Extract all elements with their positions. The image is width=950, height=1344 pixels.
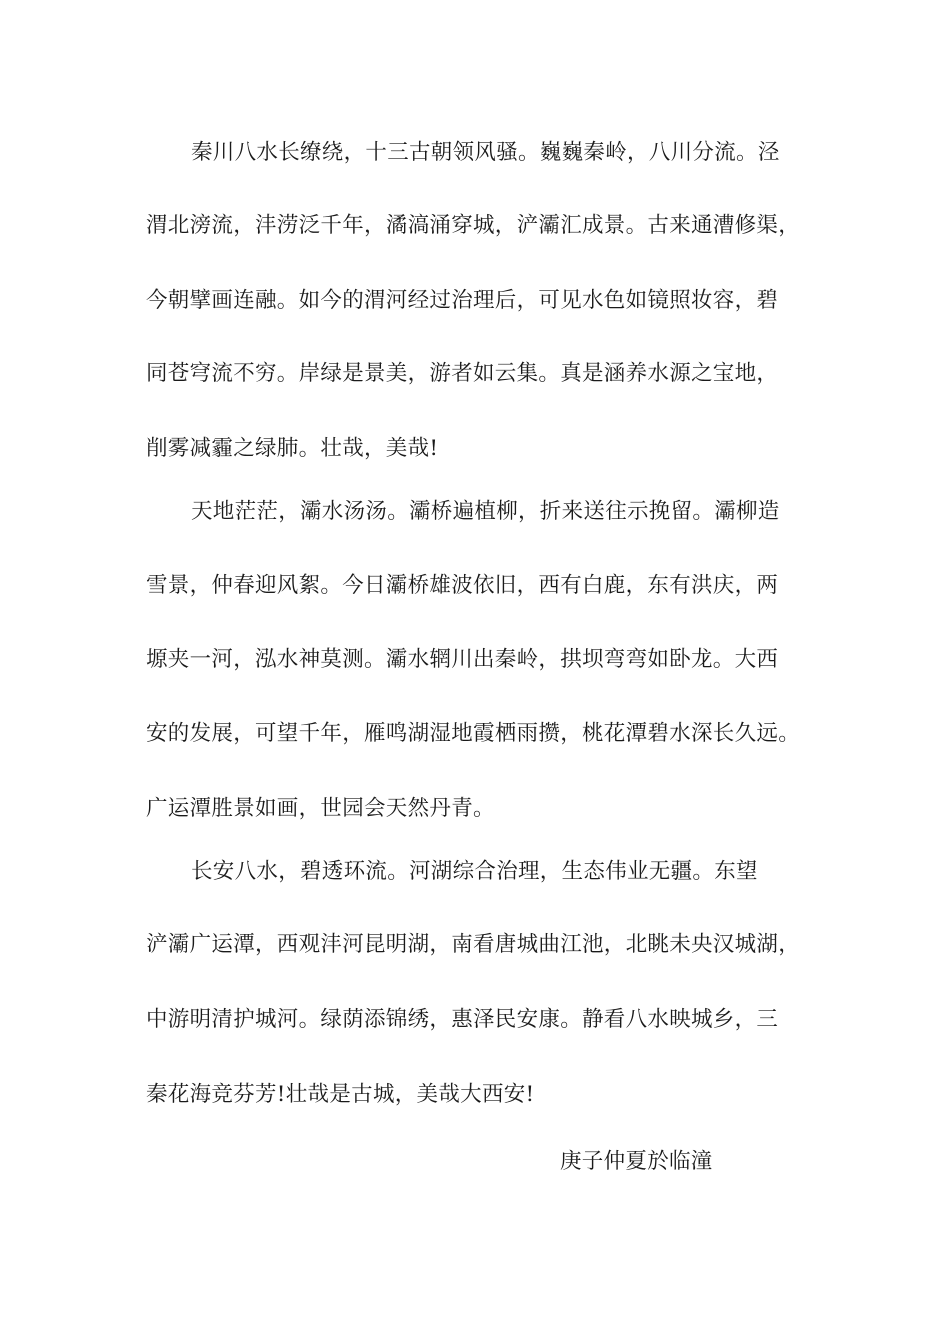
paragraph-3-line-2: 浐灞广运潭，西观沣河昆明湖，南看唐城曲江池，北眺未央汉城湖， <box>146 932 801 957</box>
paragraph-2-line-4: 安的发展，可望千年，雁鸣湖湿地霞栖雨攒，桃花潭碧水深长久远。 <box>146 721 801 746</box>
paragraph-2-line-3: 塬夹一河，泓水神莫测。灞水辋川出秦岭，拱坝弯弯如卧龙。大西 <box>146 647 779 672</box>
paragraph-1-line-1: 秦川八水长缭绕，十三古朝领风骚。巍巍秦岭，八川分流。泾 <box>191 140 780 165</box>
paragraph-1-line-3: 今朝擘画连融。如今的渭河经过治理后，可见水色如镜照妆容，碧 <box>146 288 779 313</box>
paragraph-3-line-1: 长安八水，碧透环流。河湖综合治理，生态伟业无疆。东望 <box>191 859 758 884</box>
paragraph-2-line-2: 雪景，仲春迎风絮。今日灞桥雄波依旧，西有白鹿，东有洪庆，两 <box>146 573 779 598</box>
paragraph-2-line-1: 天地茫茫，灞水汤汤。灞桥遍植柳，折来送往示挽留。灞柳造 <box>191 499 780 524</box>
paragraph-2-line-5: 广运潭胜景如画，世园会天然丹青。 <box>146 796 495 821</box>
signature: 庚子仲夏於临潼 <box>560 1149 713 1174</box>
paragraph-3-line-4: 秦花海竞芬芳!壮哉是古城，美哉大西安! <box>146 1082 535 1107</box>
paragraph-1-line-5: 削雾减霾之绿肺。壮哉，美哉! <box>146 436 439 461</box>
paragraph-1-line-4: 同苍穹流不穷。岸绿是景美，游者如云集。真是涵养水源之宝地， <box>146 361 779 386</box>
paragraph-3-line-3: 中游明清护城河。绿荫添锦绣，惠泽民安康。静看八水映城乡，三 <box>146 1007 779 1032</box>
paragraph-1-line-2: 渭北滂流，沣涝泛千年，潏滈涌穿城，浐灞汇成景。古来通漕修渠， <box>146 213 801 238</box>
